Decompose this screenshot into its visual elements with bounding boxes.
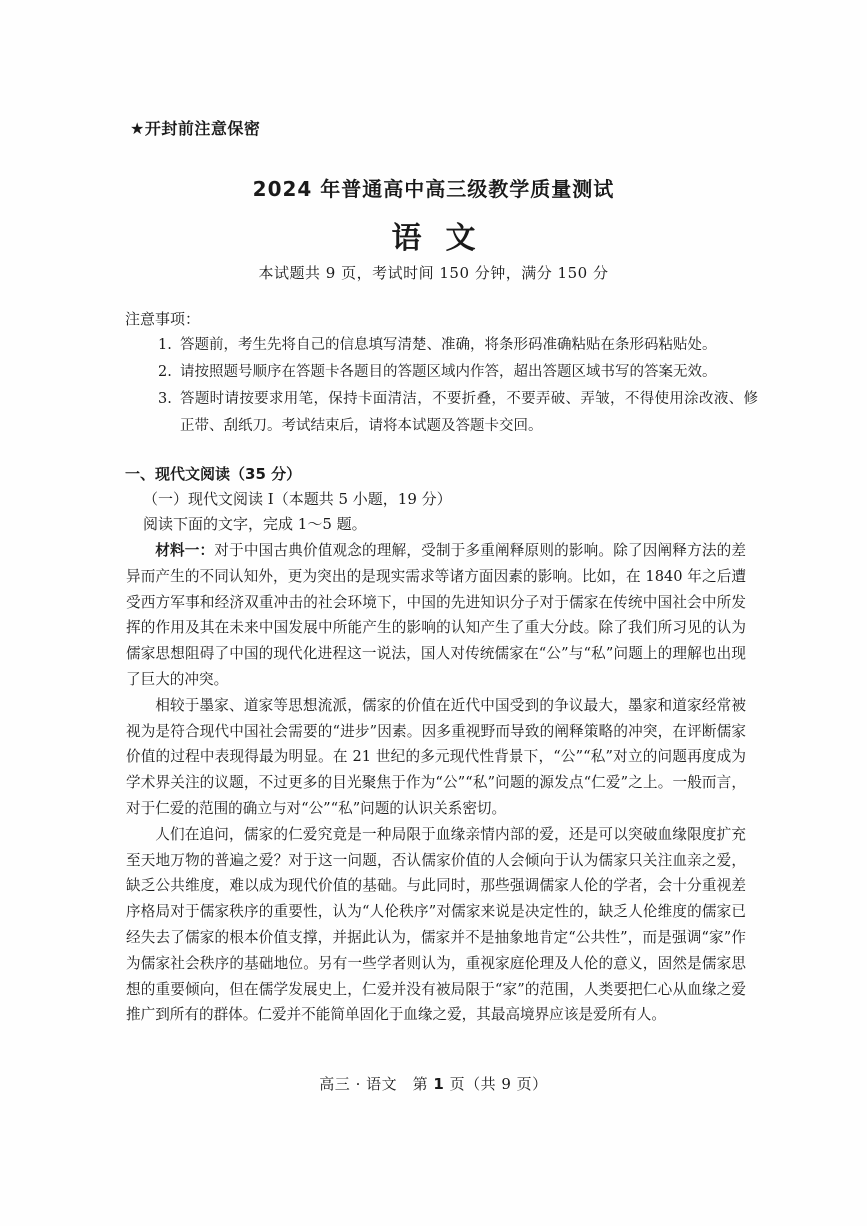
paragraph-text: 相较于墨家、道家等思想流派，儒家的价值在近代中国受到的争议最大，墨家和道家经常被视为是符合现代中国社会需要的“进步”因素。因多重视野而导致的阐释策略的冲突，在评断儒家价值的过程中表现得最为明显。在 21 世纪的多元现代性背景下，“公”“私”对立的问题再度成为学术界关注的议题，不过更多的目光聚焦于作为“公”“私”问题的源发点“仁爱”之上。一般而言，对于仁爱的范围的确立与对“公”“私”问题的认识关系密切。 — [126, 696, 746, 817]
notice-text: 请按照题号顺序在答题卡各题目的答题区域内作答，超出答题区域书写的答案无效。 — [180, 364, 717, 380]
passage-paragraph — [126, 822, 746, 1028]
subsection-title: （一）现代文阅读 I（本题共 5 小题，19 分） — [143, 490, 452, 508]
notice-number: 3. — [158, 391, 172, 407]
exam-title: 2024 年普通高中高三级教学质量测试 — [252, 177, 615, 201]
page-footer — [0, 1073, 867, 1094]
footer-suffix: 页（共 — [444, 1075, 502, 1093]
subject-title: 语文 — [391, 221, 500, 256]
reading-passage — [126, 538, 746, 1028]
paragraph-text: 人们在追问，儒家的仁爱究竟是一种局限于血缘亲情内部的爱，还是可以突破血缘限度扩充至天地万物的普遍之爱？对于这一问题，否认儒家价值的人会倾向于认为儒家只关注血亲之爱，缺乏公共维度，难以成为现代价值的基础。与此同时，那些强调儒家人伦的学者，会十分重视差序格局对于儒家秩序的重要性，认为“人伦秩序”对儒家来说是决定性的，缺乏人伦维度的儒家已经失去了儒家的根本价值支撑，并据此认为，儒家并不是抽象地肯定“公共性”，而是强调“家”作为儒家社会秩序的基础地位。另有一些学者则认为，重视家庭伦理及人伦的意义，固然是儒家思想的重要倾向，但在儒学发展史上，仁爱并没有被局限于“家”的范围，人类要把仁心从血缘之爱推广到所有的群体。仁爱并不能简单固化于血缘之爱，其最高境界应该是爱所有人。 — [126, 825, 746, 1024]
notice-item — [158, 332, 758, 359]
material-label: 材料一： — [155, 542, 215, 559]
footer-total-pages: 9 — [501, 1075, 512, 1093]
paragraph-text: 对于中国古典价值观念的理解，受制于多重阐释原则的影响。除了因阐释方法的差异而产生的不同认知外，更为突出的是现实需求等诸方面因素的影响。比如，在 1840 年之后遭受西方军事和经济双重冲击的社会环境下，中国的先进知识分子对于儒家在传统中国社会中所发挥的作用及其在未来中国发展中所能产生的影响的认知产生了重大分歧。除了我们所习见的认为儒家思想阻碍了中国的现代化进程这一说法，国人对传统儒家在“公”与“私”问题上的理解也出现了巨大的冲突。 — [126, 542, 746, 688]
confidential-notice: ★开封前注意保密 — [130, 119, 261, 138]
notice-text: 答题前，考生先将自己的信息填写清楚、准确，将条形码准确粘贴在条形码粘贴处。 — [180, 337, 717, 353]
notice-number: 2. — [158, 364, 172, 380]
passage-paragraph — [126, 538, 746, 693]
notice-item — [158, 386, 758, 440]
exam-info: 本试题共 9 页，考试时间 150 分钟，满分 150 分 — [258, 264, 609, 282]
notice-list — [158, 332, 758, 440]
notice-title: 注意事项： — [125, 310, 201, 328]
notice-item — [158, 359, 758, 386]
reading-instruction: 阅读下面的文字，完成 1～5 题。 — [143, 515, 367, 533]
section-title: 一、现代文阅读（35 分） — [125, 465, 302, 483]
passage-paragraph — [126, 693, 746, 822]
notice-text: 答题时请按要求用笔，保持卡面清洁，不要折叠，不要弄破、弄皱，不得使用涂改液、修正带、刮纸刀。考试结束后，请将本试题及答题卡交回。 — [180, 391, 758, 434]
footer-page-number: 1 — [433, 1075, 445, 1093]
footer-end: 页） — [511, 1075, 548, 1093]
footer-prefix: 高三 · 语文 第 — [319, 1075, 434, 1093]
notice-number: 1. — [158, 337, 172, 353]
